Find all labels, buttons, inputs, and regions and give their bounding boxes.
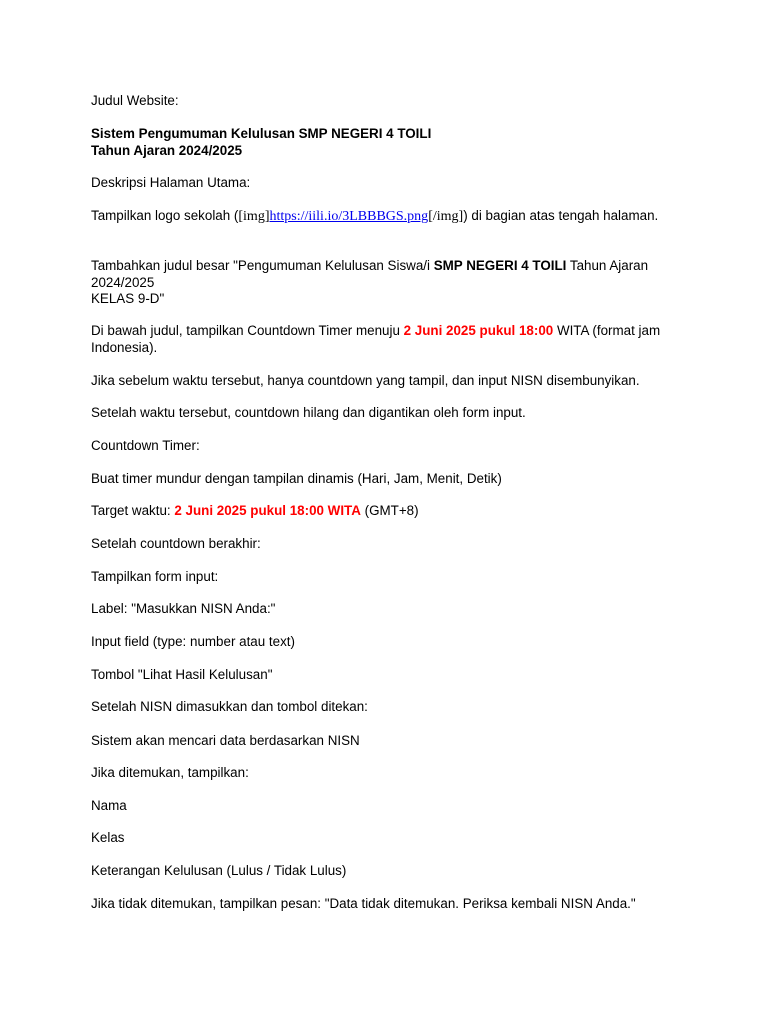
paragraph-input-field: Input field (type: number atau text) (91, 634, 295, 649)
paragraph-after-submit: Setelah NISN dimasukkan dan tombol ditekan: (91, 699, 368, 714)
countdown-info-after: WITA (format jam Indonesia). (91, 323, 661, 355)
target-time-after: (GMT+8) (360, 503, 419, 518)
website-title-line-2: Tahun Ajaran 2024/2025 (91, 142, 243, 158)
paragraph-kelas: Kelas (91, 830, 125, 845)
paragraph-logo (91, 208, 691, 226)
paragraph-before-time: Jika sebelum waktu tersebut, hanya countdown yang tampil, dan input NISN disembunyikan. (91, 373, 640, 388)
label-countdown-timer: Countdown Timer: (91, 438, 200, 453)
paragraph-show-form: Tampilkan form input: (91, 569, 219, 584)
logo-text-after: ) di bagian atas tengah halaman. (463, 208, 659, 223)
paragraph-timer-dynamic: Buat timer mundur dengan tampilan dinamis (Hari, Jam, Menit, Detik) (91, 471, 502, 486)
label-deskripsi: Deskripsi Halaman Utama: (91, 175, 251, 190)
img-tag-close: [/img] (428, 209, 464, 224)
label-after-countdown: Setelah countdown berakhir: (91, 536, 261, 551)
countdown-info-date: 2 Juni 2025 pukul 18:00 (403, 323, 554, 338)
logo-url-link[interactable]: https://iili.io/3LBBBGS.png (269, 209, 429, 224)
target-time-before: Target waktu: (91, 503, 175, 518)
paragraph-button: Tombol "Lihat Hasil Kelulusan" (91, 667, 273, 682)
website-title-line-1: Sistem Pengumuman Kelulusan SMP NEGERI 4 TOILI (91, 126, 432, 141)
website-title (91, 126, 691, 159)
label-judul-website: Judul Website: (91, 93, 179, 108)
judul-besar-school: SMP NEGERI 4 TOILI (433, 258, 567, 273)
paragraph-not-found: Jika tidak ditemukan, tampilkan pesan: "Data tidak ditemukan. Periksa kembali NISN Anda." (91, 896, 636, 911)
img-tag-open: [img] (238, 209, 270, 224)
paragraph-target-time (91, 503, 691, 520)
paragraph-judul-besar (91, 258, 691, 308)
judul-besar-text-before: Tambahkan judul besar "Pengumuman Kelulusan Siswa/i (91, 258, 434, 273)
logo-text-before: Tampilkan logo sekolah ( (91, 208, 239, 223)
paragraph-after-time: Setelah waktu tersebut, countdown hilang dan digantikan oleh form input. (91, 405, 526, 420)
countdown-info-before: Di bawah judul, tampilkan Countdown Timer menuju (91, 323, 404, 338)
judul-besar-kelas: KELAS 9-D" (91, 291, 165, 306)
paragraph-if-found: Jika ditemukan, tampilkan: (91, 765, 249, 780)
paragraph-search-nisn: Sistem akan mencari data berdasarkan NISN (91, 733, 360, 748)
paragraph-countdown-info (91, 323, 691, 356)
paragraph-nama: Nama (91, 798, 127, 813)
paragraph-keterangan: Keterangan Kelulusan (Lulus / Tidak Lulus) (91, 863, 347, 878)
paragraph-label-nisn: Label: "Masukkan NISN Anda:" (91, 601, 276, 616)
judul-besar-text-after: Tahun Ajaran 2024/2025 (91, 258, 649, 290)
target-time-date: 2 Juni 2025 pukul 18:00 WITA (174, 503, 361, 518)
